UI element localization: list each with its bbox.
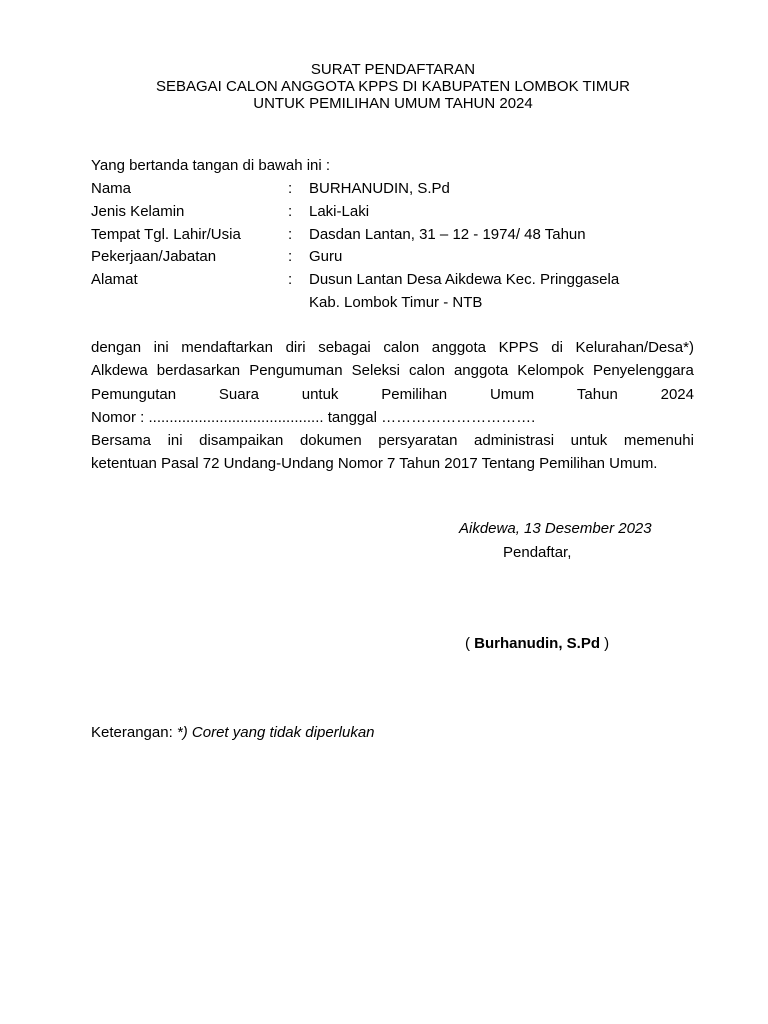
field-value: Guru [309, 248, 343, 265]
word: 2024 [660, 385, 694, 403]
field-label: Nama [91, 180, 132, 197]
word: Pemilihan [381, 385, 448, 403]
signature-name-block [465, 635, 609, 652]
note-label: Keterangan: [91, 724, 177, 741]
word: administrasi [474, 432, 555, 450]
word: persyaratan [378, 432, 458, 450]
address-line-2: Kab. Lombok Timur - NTB [309, 294, 483, 311]
field-label: Pekerjaan/Jabatan [91, 248, 217, 265]
field-value: BURHANUDIN, S.Pd [309, 180, 450, 197]
field-label: Jenis Kelamin [91, 203, 185, 220]
word: calon [409, 362, 445, 380]
signature-date: Aikdewa, 13 Desember 2023 [459, 520, 652, 537]
signature-role: Pendaftar, [503, 544, 572, 561]
field-tempat-tgl-lahir [91, 226, 711, 249]
paragraph-line [91, 386, 694, 409]
word: Bersama [91, 432, 152, 450]
field-pekerjaan [91, 248, 711, 271]
field-colon: : [288, 180, 293, 197]
word: di [551, 339, 563, 356]
paragraph-line: ketentuan Pasal 72 Undang-Undang Nomor 7 Tahun 2017 Tentang Pemilihan Umum. [91, 455, 658, 473]
header-subtitle: SEBAGAI CALON ANGGOTA KPPS DI KABUPATEN LOMBOK TIMUR [155, 78, 630, 95]
word: disampaikan [199, 432, 284, 450]
word: KPPS [498, 339, 539, 356]
word: untuk [301, 385, 339, 403]
word: ini [153, 339, 169, 356]
word: Seleksi [351, 362, 400, 380]
word: Suara [218, 385, 259, 403]
field-label: Tempat Tgl. Lahir/Usia [91, 226, 241, 243]
word: diri [285, 339, 306, 356]
nomor-tanggal-line: Nomor : .......................................... tanggal …………………………. [91, 408, 536, 426]
header-title: SURAT PENDAFTARAN [310, 61, 476, 78]
word: mendaftarkan [181, 339, 273, 356]
paren-close: ) [600, 635, 610, 652]
word: memenuhi [623, 432, 694, 450]
word: ini [167, 432, 183, 450]
paragraph-line [91, 432, 694, 455]
word: Kelompok [517, 362, 584, 380]
word: sebagai [318, 339, 371, 356]
field-colon: : [288, 226, 293, 243]
signature-name: Burhanudin, S.Pd [474, 635, 601, 652]
registration-paragraph [91, 339, 694, 479]
word: Tahun [576, 385, 618, 403]
word: dokumen [299, 432, 362, 450]
field-jenis-kelamin [91, 203, 711, 226]
header-subtitle-2: UNTUK PEMILIHAN UMUM TAHUN 2024 [253, 95, 533, 112]
word: berdasarkan [156, 362, 241, 380]
note-value: *) Coret yang tidak diperlukan [176, 724, 375, 741]
word: calon [383, 339, 420, 356]
field-label: Alamat [91, 271, 138, 288]
paren-open: ( [465, 635, 475, 652]
word: Kelurahan/Desa*) [575, 339, 694, 356]
field-value: Laki-Laki [309, 203, 370, 220]
field-value: Dasdan Lantan, 31 – 12 - 1974/ 48 Tahun [309, 226, 586, 243]
word: untuk [570, 432, 608, 450]
word: Alkdewa [91, 362, 148, 380]
field-colon: : [288, 248, 293, 265]
field-colon: : [288, 203, 293, 220]
word: Pengumuman [249, 362, 343, 380]
word: anggota [431, 339, 487, 356]
field-nama [91, 180, 711, 203]
word: Penyelenggara [592, 362, 694, 380]
paragraph-line [91, 339, 694, 362]
word: dengan [91, 339, 142, 356]
note [91, 724, 375, 741]
word: anggota [453, 362, 509, 380]
paragraph-line [91, 362, 694, 385]
word: Umum [489, 385, 535, 403]
word: Pemungutan [91, 385, 177, 403]
intro-text: Yang bertanda tangan di bawah ini : [91, 157, 331, 174]
field-value: Dusun Lantan Desa Aikdewa Kec. Pringgasela [309, 271, 620, 288]
field-alamat [91, 271, 711, 294]
field-colon: : [288, 271, 293, 288]
